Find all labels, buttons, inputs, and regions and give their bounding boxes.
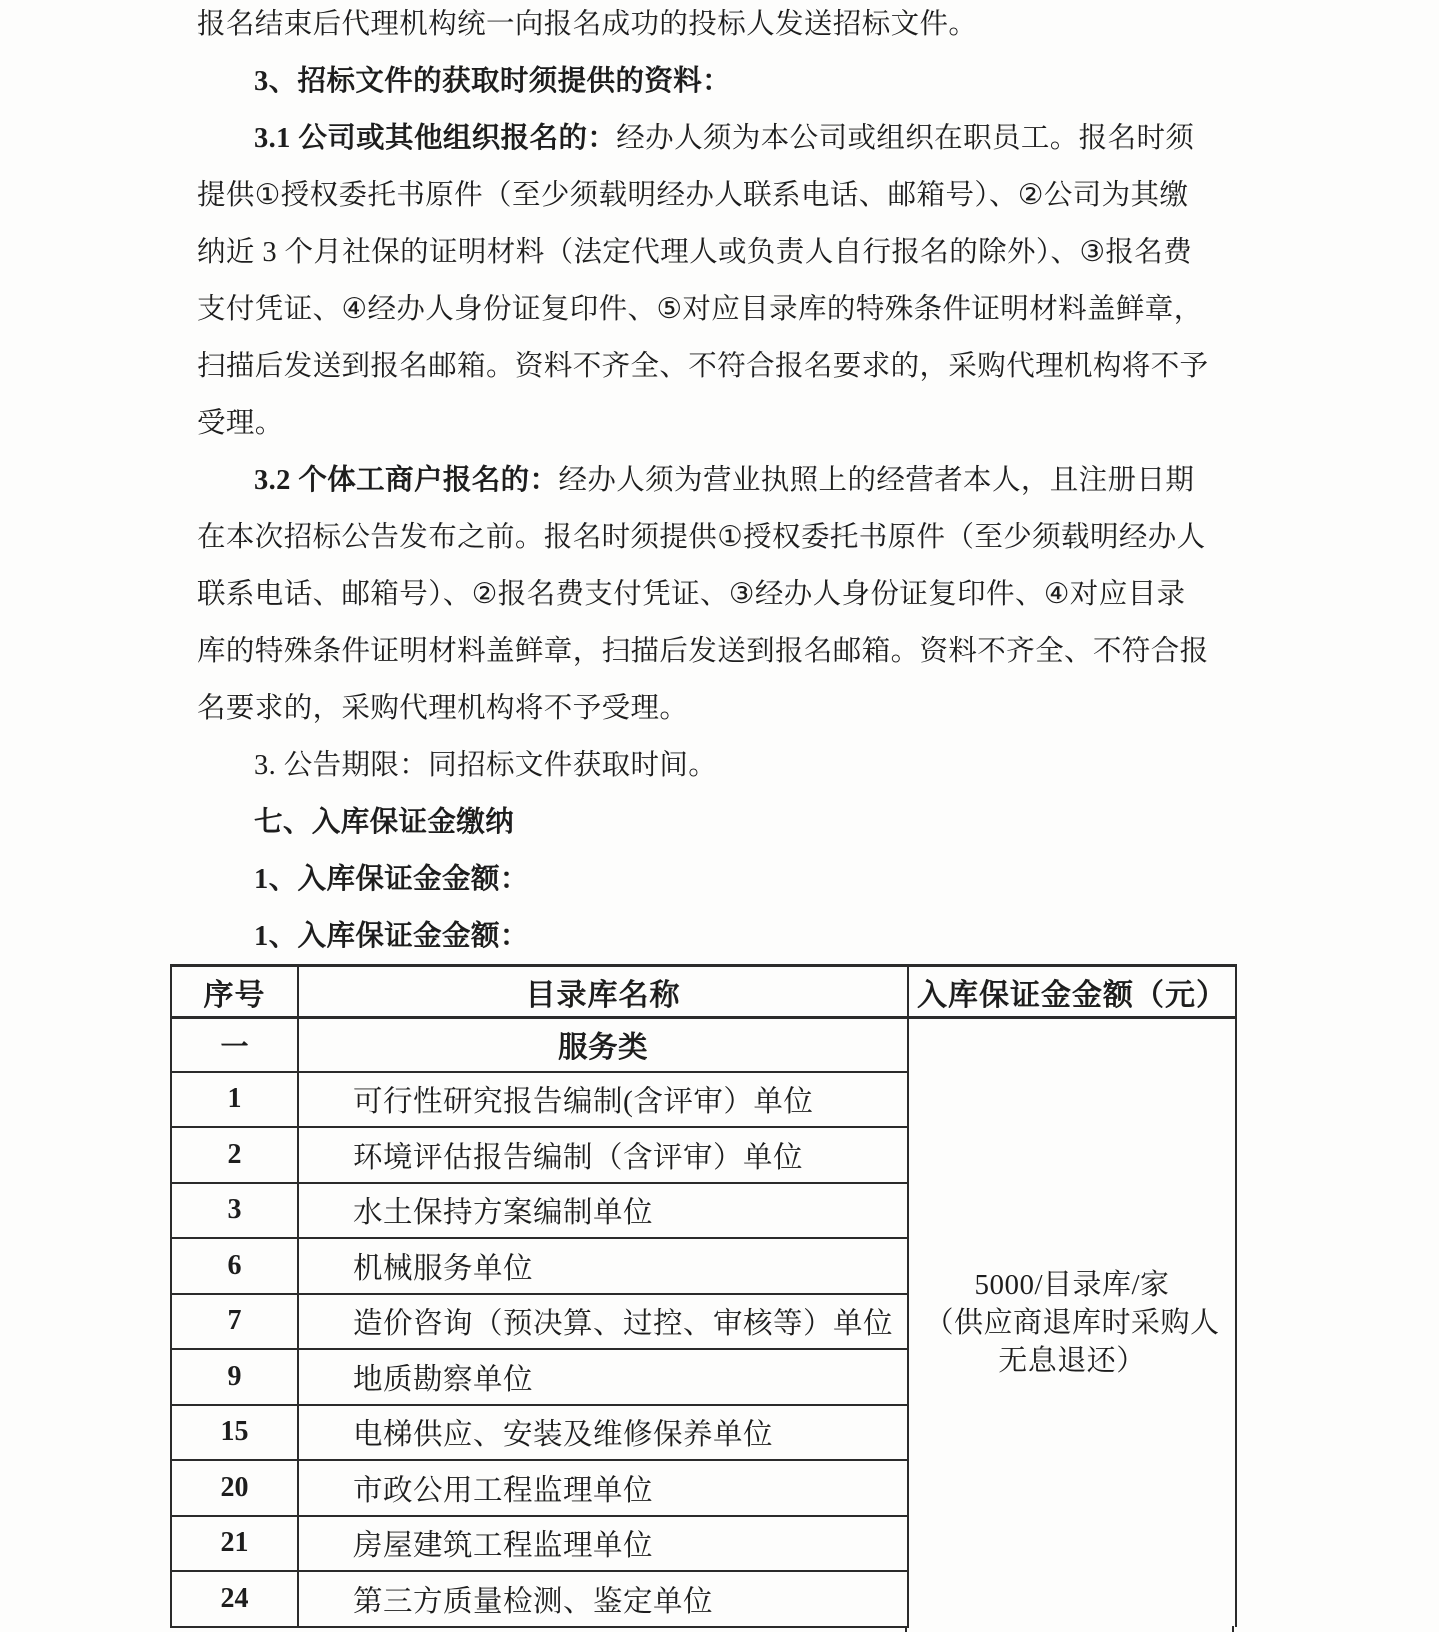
emphasis-text: 1、入库保证金金额： xyxy=(254,921,529,952)
text-line xyxy=(197,395,1172,452)
row-index: 24 xyxy=(171,1571,298,1627)
catalog-name: 地质勘察单位 xyxy=(298,1349,908,1405)
category-name: 服务类 xyxy=(298,1018,908,1072)
text-line xyxy=(197,623,1209,680)
plain-text: 联系电话、邮箱号）、②报名费支付凭证、③经办人身份证复印件、④对应目录 xyxy=(197,579,1186,610)
text-line xyxy=(197,167,1189,224)
catalog-name: 房屋建筑工程监理单位 xyxy=(298,1516,908,1572)
table-header-row xyxy=(171,966,1236,1018)
text-line xyxy=(197,281,1203,338)
plain-text: 3. 公告期限：同招标文件获取时间。 xyxy=(254,750,718,781)
deposit-table-wrap xyxy=(170,964,1235,1632)
text-line xyxy=(197,566,1186,623)
catalog-name: 市政公用工程监理单位 xyxy=(298,1460,908,1516)
catalog-name: 第三方质量检测、鉴定单位 xyxy=(298,1571,908,1627)
row-index: 21 xyxy=(171,1516,298,1572)
text-line xyxy=(197,737,1172,794)
catalog-name: 环境评估报告编制（含评审）单位 xyxy=(298,1127,908,1183)
row-index: 6 xyxy=(171,1238,298,1294)
text-line xyxy=(197,851,1172,908)
plain-text: 经办人须为营业执照上的经营者本人，且注册日期 xyxy=(558,465,1195,496)
text-line xyxy=(197,509,1206,566)
catalog-name: 电梯供应、安装及维修保养单位 xyxy=(298,1405,908,1461)
catalog-name: 造价咨询（预决算、过控、审核等）单位 xyxy=(298,1294,908,1350)
plain-text: 名要求的，采购代理机构将不予受理。 xyxy=(197,693,689,724)
plain-text: 支付凭证、④经办人身份证复印件、⑤对应目录库的特殊条件证明材料盖鲜章， xyxy=(197,294,1203,325)
text-line xyxy=(197,452,1195,509)
column-divider-continuation xyxy=(905,1626,907,1632)
plain-text: 提供①授权委托书原件（至少须载明经办人联系电话、邮箱号）、②公司为其缴 xyxy=(197,180,1189,211)
emphasis-text: 3.1 公司或其他组织报名的： xyxy=(254,123,617,154)
text-line xyxy=(197,53,1172,110)
text-line xyxy=(197,0,1172,53)
emphasis-text: 1、入库保证金金额： xyxy=(254,864,529,895)
table-right-border-continuation xyxy=(1232,1626,1234,1632)
row-index: 20 xyxy=(171,1460,298,1516)
text-line xyxy=(197,224,1193,281)
plain-text: 受理。 xyxy=(197,408,284,439)
emphasis-text: 3.2 个体工商户报名的： xyxy=(254,465,559,496)
body-text-block xyxy=(197,0,1209,965)
text-line xyxy=(197,680,1172,737)
plain-text: 经办人须为本公司或组织在职员工。报名时须 xyxy=(616,123,1195,154)
text-line xyxy=(197,908,1172,965)
deposit-table xyxy=(170,964,1237,1628)
row-index: 15 xyxy=(171,1405,298,1461)
plain-text: 库的特殊条件证明材料盖鲜章，扫描后发送到报名邮箱。资料不齐全、不符合报 xyxy=(197,636,1209,667)
emphasis-text: 3、招标文件的获取时须提供的资料： xyxy=(254,66,732,97)
category-index: 一 xyxy=(171,1018,298,1072)
deposit-amount-cell xyxy=(908,1018,1236,1627)
text-line xyxy=(197,794,1172,851)
deposit-amount-line: 无息退还） xyxy=(998,1344,1146,1377)
catalog-name: 可行性研究报告编制(含评审）单位 xyxy=(298,1072,908,1128)
row-index: 7 xyxy=(171,1294,298,1350)
plain-text: 报名结束后代理机构统一向报名成功的投标人发送招标文件。 xyxy=(197,9,978,40)
column-header: 目录库名称 xyxy=(298,966,908,1018)
row-index: 2 xyxy=(171,1127,298,1183)
emphasis-text: 七、入库保证金缴纳 xyxy=(254,807,515,838)
row-index: 3 xyxy=(171,1183,298,1239)
column-header: 序号 xyxy=(171,966,298,1018)
plain-text: 在本次招标公告发布之前。报名时须提供①授权委托书原件（至少须载明经办人 xyxy=(197,522,1206,553)
deposit-amount-line: （供应商退库时采购人 xyxy=(924,1306,1220,1339)
row-index: 9 xyxy=(171,1349,298,1405)
plain-text: 扫描后发送到报名邮箱。资料不齐全、不符合报名要求的，采购代理机构将不予 xyxy=(197,351,1209,382)
catalog-name: 水土保持方案编制单位 xyxy=(298,1183,908,1239)
text-line xyxy=(197,338,1209,395)
text-line xyxy=(197,110,1195,167)
column-header: 入库保证金金额（元） xyxy=(908,966,1236,1018)
category-row xyxy=(171,1018,1236,1072)
catalog-name: 机械服务单位 xyxy=(298,1238,908,1294)
row-index: 1 xyxy=(171,1072,298,1128)
plain-text: 纳近 3 个月社保的证明材料（法定代理人或负责人自行报名的除外）、③报名费 xyxy=(197,237,1193,268)
deposit-amount-line: 5000/目录库/家 xyxy=(974,1268,1170,1301)
